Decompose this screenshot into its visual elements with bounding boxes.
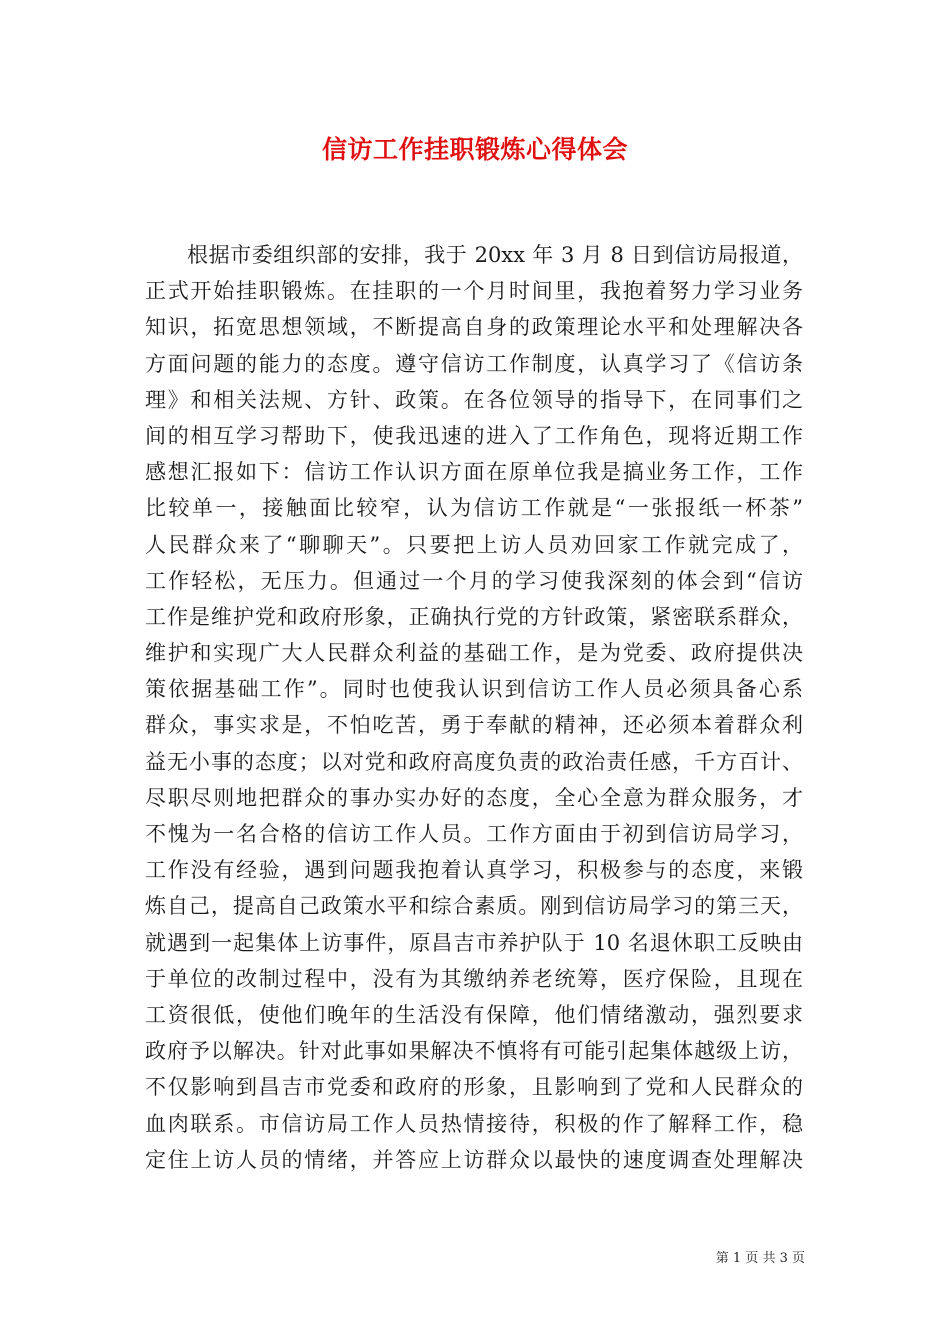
- body-line: 理》和相关法规、方针、政策。在各位领导的指导下，在同事们之: [145, 387, 803, 412]
- body-line: 工作轻松，无压力。但通过一个月的学习使我深刻的体会到“信访: [145, 568, 803, 593]
- body-line: 定住上访人员的情绪，并答应上访群众以最快的速度调查处理解决: [145, 1147, 803, 1172]
- body-line: 益无小事的态度；以对党和政府高度负责的政治责任感，千方百计、: [145, 749, 803, 774]
- body-line: 工资很低，使他们晚年的生活没有保障，他们情绪激动，强烈要求: [145, 1002, 803, 1027]
- body-line: 感想汇报如下：信访工作认识方面在原单位我是搞业务工作，工作: [145, 460, 803, 485]
- body-line: 人民群众来了“聊聊天”。只要把上访人员劝回家工作就完成了，: [145, 532, 803, 557]
- page-number: 第 1 页 共 3 页: [715, 1251, 805, 1266]
- body-line: 血肉联系。市信访局工作人员热情接待，积极的作了解释工作，稳: [145, 1111, 803, 1136]
- body-line: 炼自己，提高自己政策水平和综合素质。刚到信访局学习的第三天，: [145, 894, 803, 919]
- document-title: 信访工作挂职锻炼心得体会: [321, 135, 628, 164]
- body-line: 维护和实现广大人民群众利益的基础工作，是为党委、政府提供决: [145, 641, 803, 666]
- body-line: 工作没有经验，遇到问题我抱着认真学习，积极参与的态度，来锻: [145, 858, 803, 883]
- body-line: 群众，事实求是，不怕吃苦，勇于奉献的精神，还必须本着群众利: [145, 713, 803, 738]
- body-line: 方面问题的能力的态度。遵守信访工作制度，认真学习了《信访条: [145, 351, 803, 376]
- body-line: 知识，拓宽思想领域，不断提高自身的政策理论水平和处理解决各: [145, 315, 803, 340]
- body-line: 比较单一，接触面比较窄，认为信访工作就是“一张报纸一杯茶”: [145, 496, 803, 521]
- body-line: 不仅影响到昌吉市党委和政府的形象，且影响到了党和人民群众的: [145, 1075, 803, 1100]
- document-body: [145, 237, 803, 1178]
- body-line: 策依据基础工作”。同时也使我认识到信访工作人员必须具备心系: [145, 677, 803, 702]
- body-line: 于单位的改制过程中，没有为其缴纳养老统筹，医疗保险，且现在: [145, 966, 803, 991]
- body-line: 工作是维护党和政府形象，正确执行党的方针政策，紧密联系群众，: [145, 604, 803, 629]
- body-line: 政府予以解决。针对此事如果解决不慎将有可能引起集体越级上访，: [145, 1039, 803, 1064]
- body-line: 间的相互学习帮助下，使我迅速的进入了工作角色，现将近期工作: [145, 423, 803, 448]
- body-line: 尽职尽则地把群众的事办实办好的态度，全心全意为群众服务，才: [145, 785, 803, 810]
- body-line: 根据市委组织部的安排，我于 20xx 年 3 月 8 日到信访局报道，: [187, 243, 803, 267]
- body-line: 正式开始挂职锻炼。在挂职的一个月时间里，我抱着努力学习业务: [145, 279, 803, 304]
- body-line: 就遇到一起集体上访事件，原昌吉市养护队于 10 名退休职工反映由: [145, 930, 803, 955]
- body-line: 不愧为一名合格的信访工作人员。工作方面由于初到信访局学习，: [145, 822, 803, 846]
